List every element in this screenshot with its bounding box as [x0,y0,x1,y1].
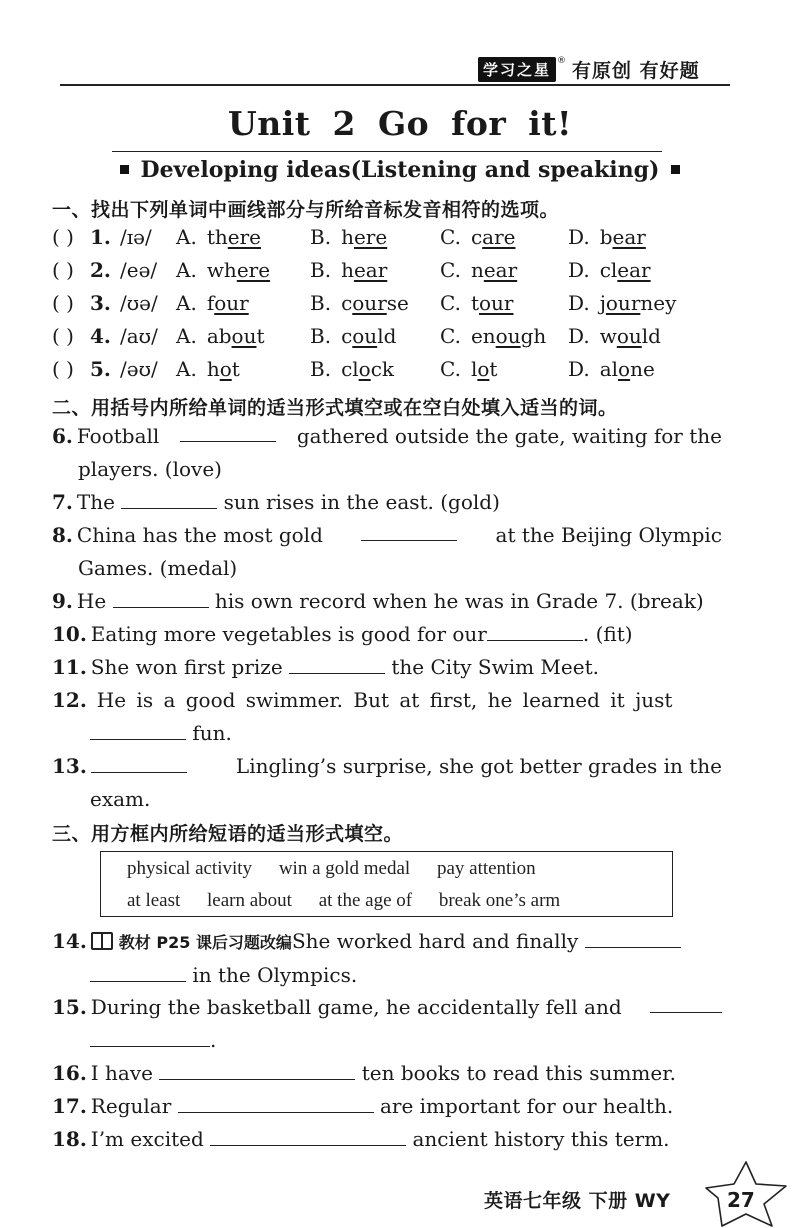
question-text: exam. [90,787,151,811]
question-number: 18. [52,1127,87,1151]
word-part: en [470,324,496,348]
option-label: B. [310,258,332,282]
phrase: physical activity [127,858,253,879]
brand-slogan: 有原创 有好题 [572,59,700,82]
option-d [568,357,655,381]
question-text: China has the most gold [76,523,323,547]
word-part: ck [370,357,395,381]
phrase: at the age of [318,890,413,911]
option-b [310,258,387,282]
answer-blank[interactable] [178,1091,374,1113]
option-label: A. [176,357,197,381]
question-11 [52,651,722,684]
question-8 [52,519,722,585]
word-part: l [470,357,478,381]
option-a [176,357,240,381]
answer-blank[interactable] [487,619,583,641]
word-part: th [206,225,228,249]
word-part: ney [640,291,677,315]
question-text: are important for our health. [379,1094,674,1118]
option-b [310,324,396,348]
option-d [568,225,646,249]
underlined-part: ear [612,225,646,249]
phonetic-symbol: /əʊ/ [120,357,158,381]
option-c [440,357,497,381]
word-part: al [599,357,619,381]
option-label: C. [440,291,461,315]
option-c [440,258,517,282]
option-a [176,291,249,315]
word-part: h [341,258,354,282]
underlined-part: ou [231,324,257,348]
question-text: Lingling’s surprise, she got better grades in the [235,754,722,778]
question-18 [52,1123,722,1156]
answer-blank[interactable] [90,1025,210,1047]
question-number: 14. [52,929,87,953]
answer-blank[interactable] [159,1058,355,1080]
textbook-icon [91,932,113,950]
question-number: 3. [90,291,111,315]
phrase: learn about [207,890,292,911]
question-text: players. (love) [78,457,222,481]
word-part: w [599,324,617,348]
question-text: at the Beijing Olympic [495,523,722,547]
question-text: gathered outside the gate, waiting for the [296,424,722,448]
word-part: se [386,291,409,315]
footer-book-info: 英语七年级 下册 WY [484,1190,671,1212]
question-13 [52,750,722,816]
question-text: his own record when he was in Grade 7. (break) [214,589,704,613]
question-number: 6. [52,424,73,448]
underlined-part: ear [483,258,518,282]
brand [478,56,700,82]
option-b [310,357,394,381]
square-bullet-icon [671,165,680,174]
phonetic-symbol: /ɪə/ [120,225,152,249]
option-c [440,225,515,249]
question-number: 7. [52,490,73,514]
word-part: ld [377,324,397,348]
word-part: h [206,357,220,381]
answer-blank[interactable] [585,926,681,948]
question-text: He is a good swimmer. But at first, he learned it just [96,688,673,712]
question-number: 12. [52,688,87,712]
question-12 [52,684,722,750]
word-part: c [470,225,483,249]
word-part: cl [341,357,359,381]
question-9 [52,585,722,618]
phonetic-symbol: /ʊə/ [120,291,158,315]
question-number: 9. [52,589,73,613]
page-number: 27 [727,1188,755,1212]
option-label: D. [568,324,590,348]
option-label: A. [176,324,197,348]
answer-blank[interactable] [210,1124,406,1146]
answer-blank[interactable] [91,751,187,773]
source-tag: 教材 P25 课后习题改编 [118,933,292,952]
header-rule [60,84,730,86]
underlined-part: ou [616,324,642,348]
word-part: c [341,291,353,315]
section-subtitle [0,157,800,183]
option-b [310,225,387,249]
phrase-row [127,890,582,912]
option-c [440,291,513,315]
question-number: 8. [52,523,73,547]
option-label: B. [310,357,332,381]
question-text: the City Swim Meet. [391,655,599,679]
question-text: fun. [192,721,232,745]
question-text: . (fit) [582,622,633,646]
question-text: During the basketball game, he accidentally fell and [90,995,622,1019]
option-label: D. [568,258,590,282]
word-part: f [206,291,215,315]
part3-title: 三、用方框内所给短语的适当形式填空。 [52,823,404,845]
word-part: t [470,291,479,315]
option-label: D. [568,291,590,315]
word-part: b [599,225,613,249]
question-text: Games. (medal) [78,556,238,580]
question-number: 15. [52,995,87,1019]
answer-paren[interactable]: ( ) [52,324,74,348]
underlined-part: our [214,291,249,315]
phrase: pay attention [436,858,536,879]
answer-blank[interactable] [289,652,385,674]
option-label: B. [310,225,332,249]
underlined-part: ou [495,324,521,348]
answer-paren[interactable]: ( ) [52,291,74,315]
underlined-part: o [618,357,631,381]
underlined-part: ou [352,324,378,348]
underlined-part: o [219,357,232,381]
option-label: C. [440,258,461,282]
question-text: Regular [90,1094,172,1118]
option-label: C. [440,225,461,249]
section-subtitle-text: Developing ideas(Listening and speaking) [140,157,660,183]
underlined-part: our [605,291,641,315]
word-part: j [599,291,606,315]
answer-blank[interactable] [121,487,217,509]
word-part: ld [641,324,661,348]
option-label: B. [310,291,332,315]
underlined-part: ere [353,225,388,249]
title-rule [112,151,662,152]
option-d [568,324,661,348]
underlined-part: o [358,357,371,381]
question-text: sun rises in the east. (gold) [223,490,500,514]
question-text: in the Olympics. [192,963,358,987]
question-text: ten books to read this summer. [361,1061,676,1085]
word-part: t [231,357,240,381]
question-16 [52,1057,722,1090]
option-label: A. [176,291,197,315]
word-part: wh [206,258,237,282]
phrase: at least [127,890,181,911]
question-number: 10. [52,622,87,646]
question-number: 16. [52,1061,87,1085]
option-c [440,324,546,348]
underlined-part: ear [353,258,388,282]
option-label: C. [440,324,461,348]
underlined-part: ear [617,258,651,282]
option-label: D. [568,225,590,249]
option-label: A. [176,225,197,249]
question-text: The [76,490,115,514]
phrase: win a gold medal [278,858,411,879]
answer-paren[interactable]: ( ) [52,258,74,282]
option-label: B. [310,324,332,348]
part2-title: 二、用括号内所给单词的适当形式填空或在空白处填入适当的词。 [52,397,618,419]
option-a [176,258,270,282]
answer-blank[interactable] [361,519,457,541]
word-part: h [341,225,354,249]
answer-paren[interactable]: ( ) [52,357,74,381]
registered-mark: ® [557,56,567,66]
page-header [0,0,800,90]
question-number: 2. [90,258,111,282]
question-6 [52,420,722,486]
question-text: Football [76,424,160,448]
answer-blank[interactable] [90,960,186,982]
question-text: . [210,1028,217,1052]
question-number: 1. [90,225,111,249]
question-text: Eating more vegetables is good for our [90,622,487,646]
underlined-part: our [352,291,387,315]
question-text: I’m excited [90,1127,204,1151]
question-17 [52,1090,722,1123]
question-10 [52,618,722,651]
underlined-part: ere [236,258,271,282]
question-text: I have [90,1061,153,1085]
underlined-part: ere [227,225,261,249]
option-d [568,258,651,282]
underlined-part: o [477,357,490,381]
question-number: 13. [52,754,87,778]
word-part: t [256,324,265,348]
question-7 [52,486,722,519]
answer-blank[interactable] [180,420,276,442]
word-part: n [470,258,484,282]
option-a [176,225,261,249]
question-number: 11. [52,655,87,679]
option-b [310,291,409,315]
part1-title: 一、找出下列单词中画线部分与所给音标发音相符的选项。 [52,199,560,221]
question-14 [52,925,722,992]
question-text: She worked hard and finally [291,929,579,953]
answer-blank[interactable] [90,718,186,740]
word-part: cl [599,258,618,282]
question-number: 5. [90,357,111,381]
answer-blank[interactable] [650,991,722,1013]
answer-blank[interactable] [113,586,209,608]
option-d [568,291,676,315]
answer-paren[interactable]: ( ) [52,225,74,249]
question-text: He [76,589,107,613]
question-text: ancient history this term. [412,1127,670,1151]
underlined-part: are [482,225,516,249]
option-label: C. [440,357,461,381]
word-part: gh [520,324,547,348]
option-a [176,324,265,348]
option-label: D. [568,357,590,381]
brand-logo: 学习之星 [478,57,556,82]
phonetic-symbol: /eə/ [120,258,158,282]
question-number: 17. [52,1094,87,1118]
phonetic-symbol: /aʊ/ [120,324,158,348]
phrase-box [100,851,673,917]
phrase: break one’s arm [438,890,561,911]
word-part: t [489,357,498,381]
question-number: 4. [90,324,111,348]
phrase-row [127,858,558,880]
word-part: c [341,324,353,348]
question-text: She won first prize [90,655,283,679]
square-bullet-icon [120,165,129,174]
word-part: ab [206,324,232,348]
question-15 [52,991,722,1057]
underlined-part: our [479,291,514,315]
option-label: A. [176,258,197,282]
unit-title: Unit 2 Go for it! [227,104,573,143]
word-part: ne [630,357,655,381]
